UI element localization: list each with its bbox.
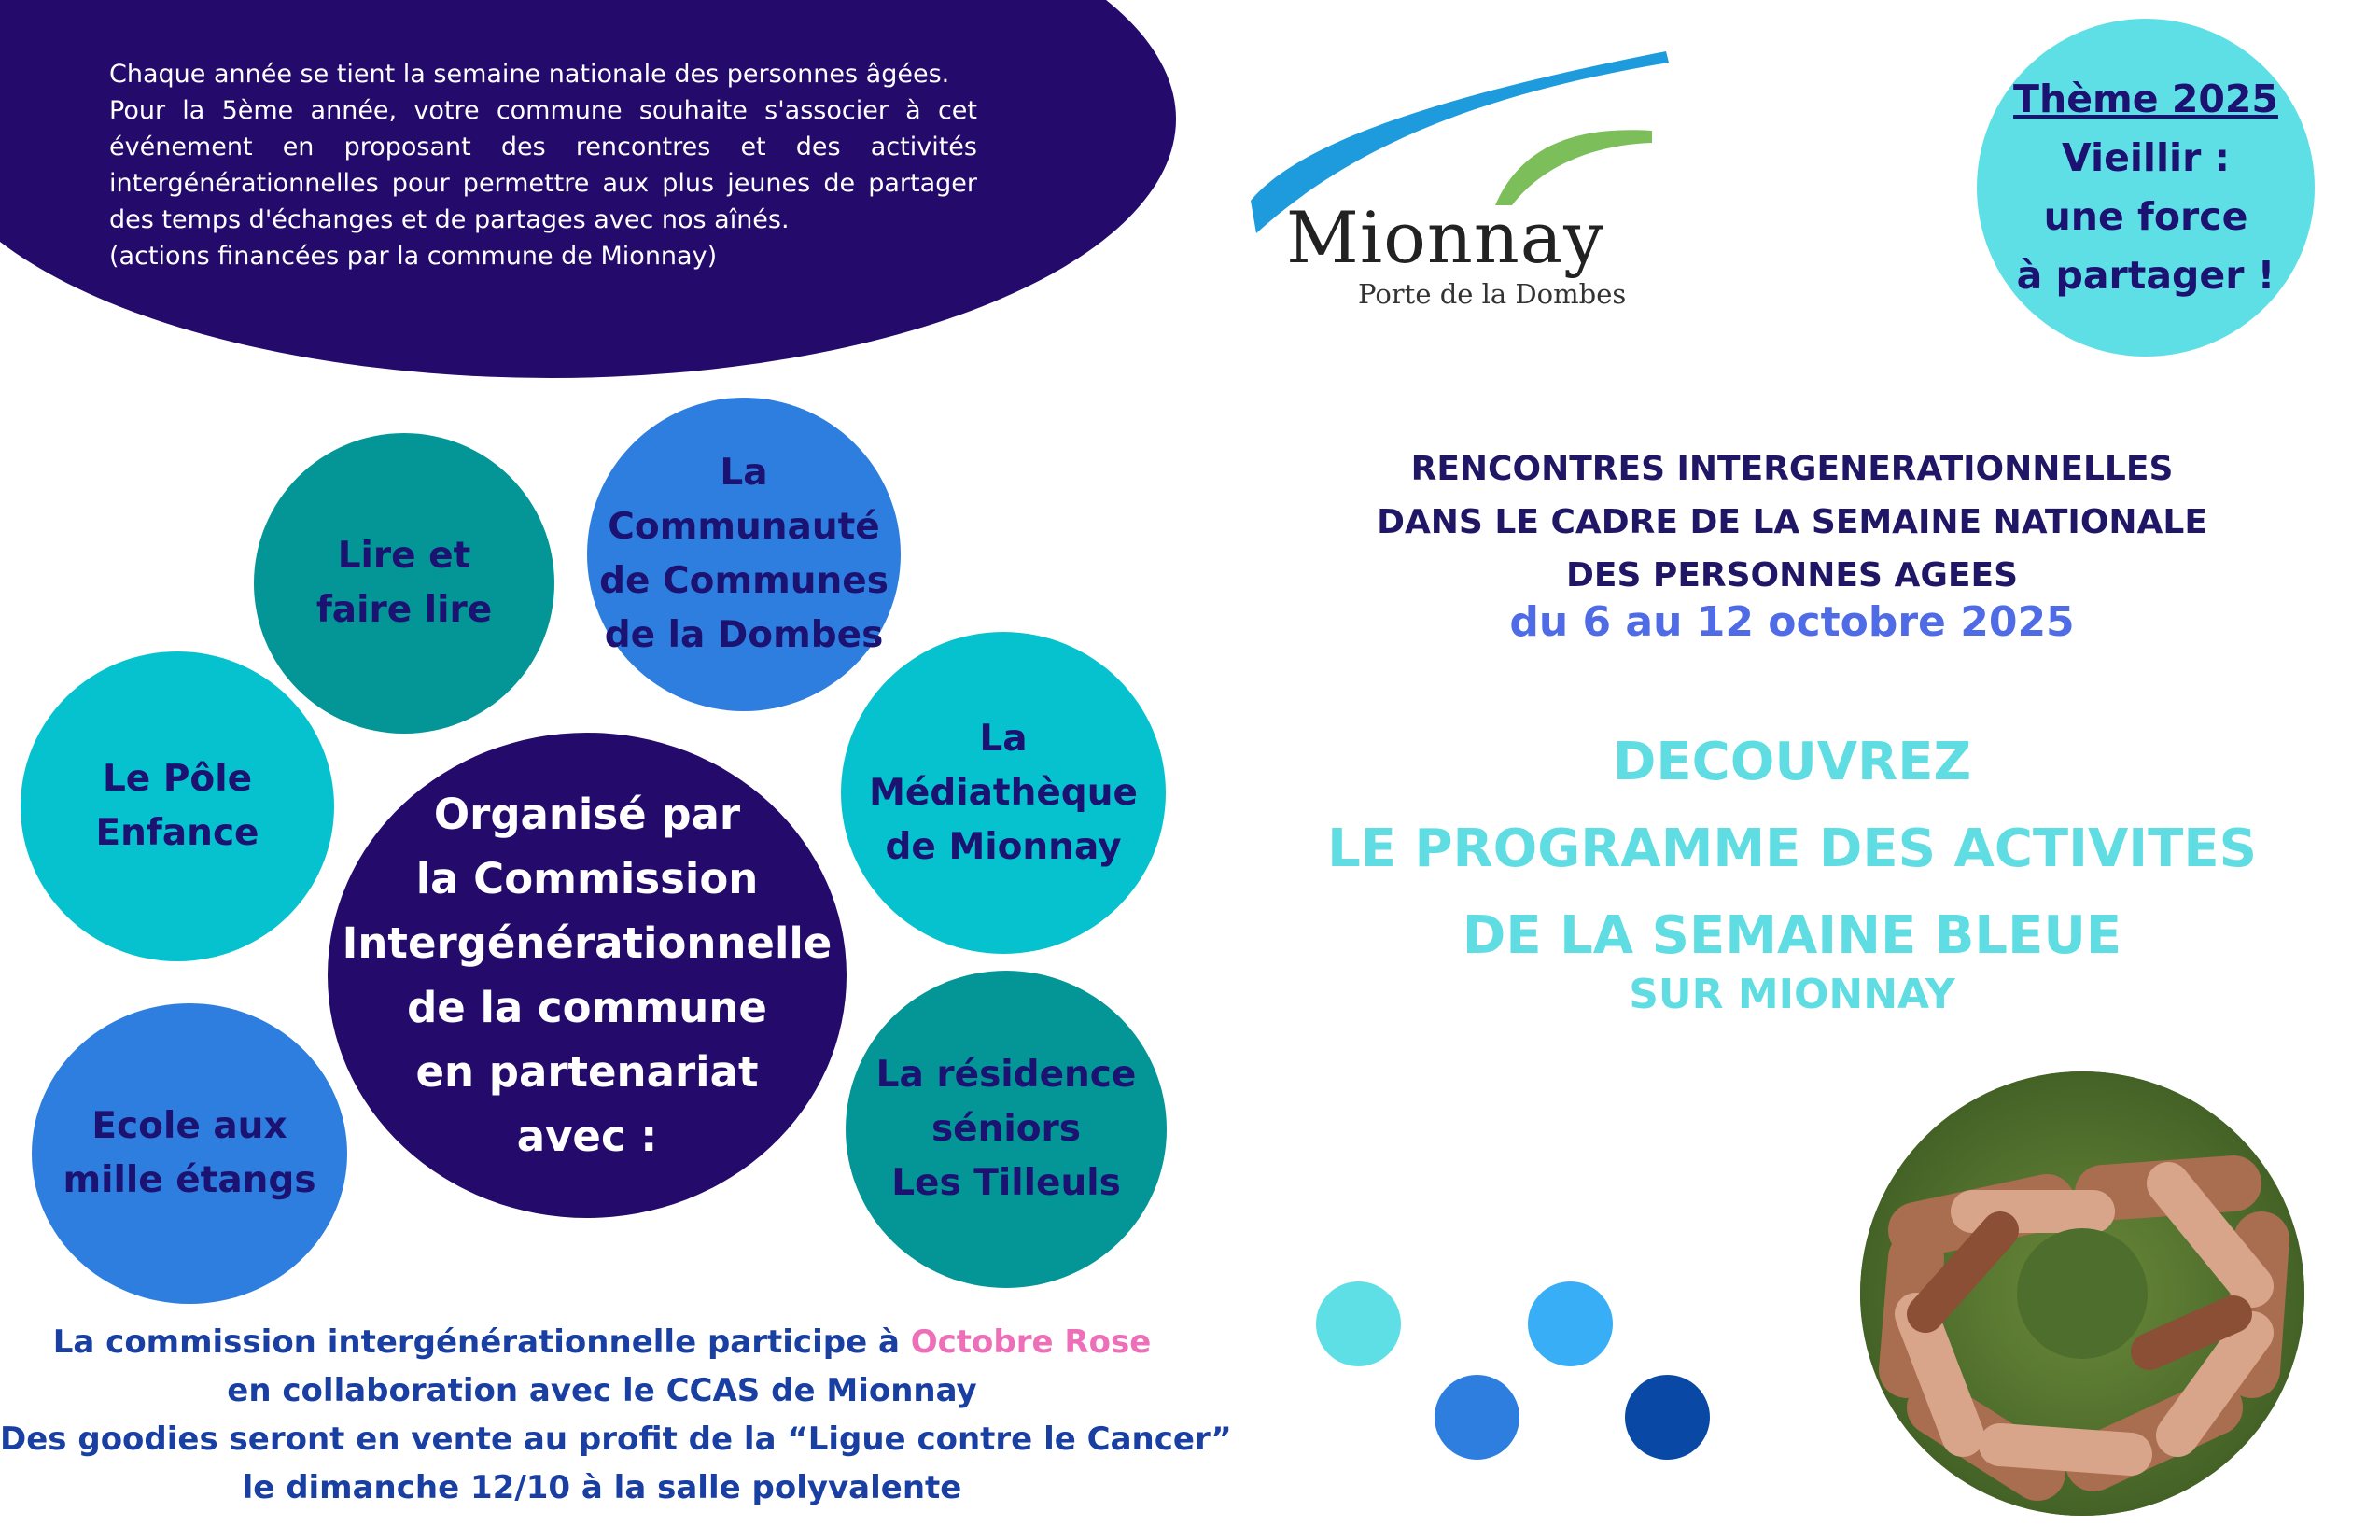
- theme-title: Thème 2025: [2013, 77, 2278, 121]
- partner-text: Médiathèque: [869, 771, 1138, 814]
- headline: [1297, 442, 2287, 602]
- partner-pole-enfance: [21, 651, 334, 961]
- octobre-rose: Octobre Rose: [910, 1323, 1152, 1361]
- bottom-line-3: Des goodies seront en vente au profit de la “Ligue contre le Cancer”: [0, 1421, 1232, 1458]
- organizer-text: Organisé par: [433, 790, 741, 839]
- organizer-text: de la commune: [407, 983, 767, 1032]
- partner-text: faire lire: [315, 589, 493, 631]
- organizer-circle: [328, 733, 847, 1218]
- theme-line-1: Vieillir :: [2062, 135, 2230, 180]
- organizer-text: avec :: [516, 1112, 658, 1161]
- decor-dot: [1528, 1281, 1613, 1366]
- logo-green-swoosh: [1495, 130, 1652, 205]
- partner-text: Enfance: [95, 812, 259, 854]
- partner-lire-et-faire-lire: [254, 433, 554, 734]
- hands-photo: [1860, 1071, 2304, 1516]
- discover-line-2: LE PROGRAMME DES ACTIVITES: [1327, 819, 2257, 879]
- intro-text: [109, 56, 977, 274]
- partner-text: La: [720, 452, 768, 494]
- partner-mediatheque: [841, 632, 1166, 954]
- event-dates: du 6 au 12 octobre 2025: [1509, 598, 2075, 646]
- partner-text: Lire et: [337, 535, 471, 577]
- discover-line-1: DECOUVREZ: [1612, 732, 1972, 792]
- bottom-info: [0, 1318, 1232, 1512]
- decor-dot: [1625, 1375, 1710, 1460]
- theme-circle: [1977, 19, 2315, 357]
- partner-text: Communauté: [608, 506, 880, 548]
- bottom-line-4: le dimanche 12/10 à la salle polyvalente: [242, 1469, 962, 1506]
- theme-line-2: une force: [2043, 194, 2248, 239]
- partner-text: séniors: [931, 1108, 1082, 1150]
- intro-line-3: (actions financées par la commune de Mionnay): [109, 242, 718, 271]
- partner-communaute-communes: [587, 398, 901, 711]
- partner-text: La: [979, 717, 1028, 760]
- headline-line-3: DES PERSONNES AGEES: [1566, 556, 2018, 595]
- organizer-text: en partenariat: [415, 1047, 759, 1097]
- partner-text: La résidence: [875, 1054, 1137, 1096]
- discover-heading: [1297, 719, 2287, 979]
- decor-dot: [1316, 1281, 1401, 1366]
- partner-text: Le Pôle: [102, 758, 253, 800]
- intro-line-1: Chaque année se tient la semaine nationale des personnes âgées.: [109, 60, 950, 89]
- partner-residence-tilleuls: [846, 971, 1167, 1288]
- discover-line-3: DE LA SEMAINE BLEUE: [1462, 905, 2122, 966]
- partner-text: de Mionnay: [885, 825, 1122, 868]
- intro-line-2: Pour la 5ème année, votre commune souhaite s'associer à cet événement en proposant des rencontres et des activités intergénérationnelles pour permettre aux plus jeunes de partager des temps d'échanges et de partages avec nos aînés.: [109, 96, 977, 234]
- bottom-line-1: [0, 1318, 1204, 1366]
- discover-sub: SUR MIONNAY: [1629, 971, 1955, 1018]
- organizer-text: Intergénérationnelle: [342, 918, 833, 968]
- decor-dot: [1435, 1375, 1519, 1460]
- headline-line-2: DANS LE CADRE DE LA SEMAINE NATIONALE: [1377, 503, 2207, 541]
- bottom-line-1-text: La commission intergénérationnelle participe à: [52, 1323, 911, 1361]
- organizer-text: la Commission: [415, 854, 759, 903]
- partner-text: mille étangs: [63, 1159, 316, 1201]
- logo-subtitle: Porte de la Dombes: [1358, 278, 1627, 310]
- logo-name: Mionnay: [1286, 196, 1605, 279]
- headline-line-1: RENCONTRES INTERGENERATIONNELLES: [1410, 450, 2174, 488]
- theme-line-3: à partager !: [2016, 253, 2275, 298]
- partner-text: Les Tilleuls: [891, 1162, 1121, 1204]
- partner-text: Ecole aux: [91, 1105, 287, 1147]
- partner-text: de la Dombes: [604, 614, 884, 656]
- hands-illustration: [1860, 1071, 2304, 1516]
- partner-text: de Communes: [599, 560, 889, 602]
- bottom-line-2: en collaboration avec le CCAS de Mionnay: [227, 1372, 977, 1409]
- partner-ecole: [32, 1003, 347, 1304]
